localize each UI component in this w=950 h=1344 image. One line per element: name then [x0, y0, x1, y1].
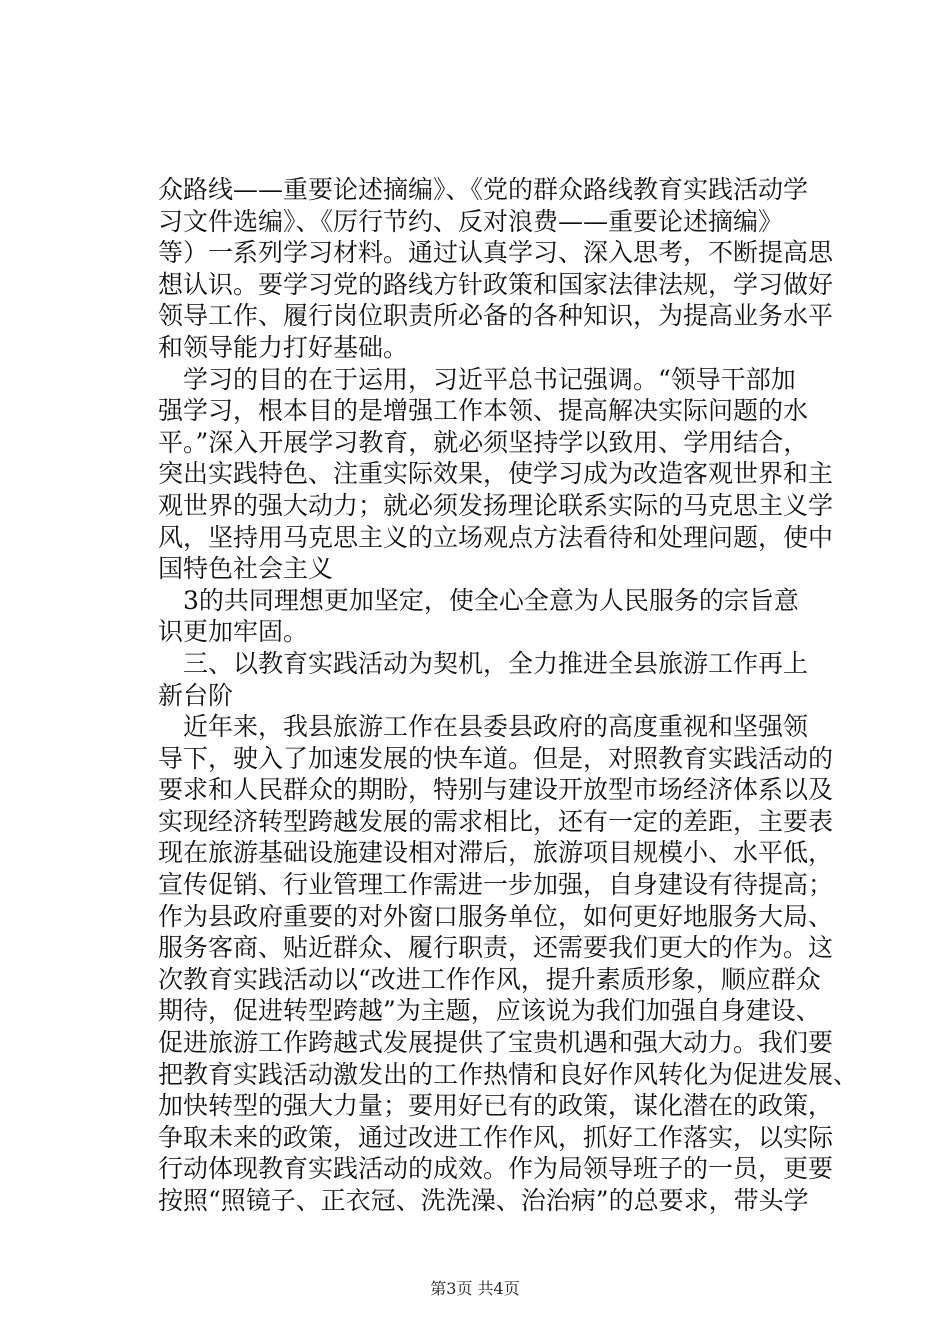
- text-line: 现在旅游基础设施建设相对滞后，旅游项目规模小、水平低，: [158, 838, 834, 868]
- text-line: 按照“照镜子、正衣冠、洗洗澡、治治病”的总要求，带头学: [158, 1186, 809, 1215]
- text-line: 宣传促销、行业管理工作需进一步加强，自身建设有待提高；: [158, 870, 834, 900]
- text-line: 近年来，我县旅游工作在县委县政府的高度重视和坚强领: [183, 712, 809, 742]
- text-line: 要求和人民群众的期盼，特别与建设开放型市场经济体系以及: [158, 775, 834, 805]
- text-line: 国特色社会主义: [158, 554, 334, 584]
- text-line: 等）一系列学习材料。通过认真学习、深入思考，不断提高思: [158, 238, 834, 268]
- text-line: 识更加牢固。: [158, 617, 309, 647]
- text-line: 学习的目的在于运用，习近平总书记强调。“领导干部加: [183, 364, 796, 394]
- text-line: 期待，促进转型跨越”为主题，应该说为我们加强自身建设、: [158, 996, 821, 1026]
- text-line: 平。”深入开展学习教育，就必须坚持学以致用、学用结合，: [158, 427, 809, 457]
- text-line: 习文件选编》、《厉行节约、反对浪费——重要论述摘编》: [158, 206, 784, 236]
- text-line: 想认识。要学习党的路线方针政策和国家法律法规，学习做好: [158, 269, 834, 299]
- text-line: 行动体现教育实践活动的成效。作为局领导班子的一员，更要: [158, 1154, 834, 1184]
- page-number: 第3页 共4页: [430, 1279, 520, 1298]
- text-line: 3的共同理想更加坚定，使全心全意为人民服务的宗旨意: [183, 585, 799, 615]
- text-line: 加快转型的强大力量；要用好已有的政策，谋化潜在的政策，: [158, 1091, 834, 1121]
- text-line: 实现经济转型跨越发展的需求相比，还有一定的差距，主要表: [158, 806, 834, 836]
- text-line: 次教育实践活动以“改进工作作风，提升素质形象，顺应群众: [158, 964, 821, 994]
- section-heading: 新台阶: [158, 680, 234, 710]
- text-line: 服务客商、贴近群众、履行职责，还需要我们更大的作为。这: [158, 933, 834, 963]
- text-line: 争取未来的政策，通过改进工作作风，抓好工作落实，以实际: [158, 1122, 834, 1152]
- text-line: 强学习，根本目的是增强工作本领、提高解决实际问题的水: [158, 396, 809, 426]
- document-body: [158, 174, 859, 1217]
- page-footer: [0, 1276, 950, 1299]
- text-line: 和领导能力打好基础。: [158, 332, 409, 362]
- text-line: 观世界的强大动力；就必须发扬理论联系实际的马克思主义学: [158, 490, 834, 520]
- text-line: 把教育实践活动激发出的工作热情和良好作风转化为促进发展、: [158, 1059, 859, 1089]
- text-line: 突出实践特色、注重实际效果，使学习成为改造客观世界和主: [158, 459, 834, 489]
- text-line: 作为县政府重要的对外窗口服务单位，如何更好地服务大局、: [158, 901, 834, 931]
- text-line: 领导工作、履行岗位职责所必备的各种知识，为提高业务水平: [158, 301, 834, 331]
- text-line: 众路线——重要论述摘编》、《党的群众路线教育实践活动学: [158, 175, 809, 204]
- text-line: 风，坚持用马克思主义的立场观点方法看待和处理问题，使中: [158, 522, 834, 552]
- text-line: 导下，驶入了加速发展的快车道。但是，对照教育实践活动的: [158, 743, 834, 773]
- section-heading: 三、以教育实践活动为契机，全力推进全县旅游工作再上: [183, 648, 809, 678]
- text-line: 促进旅游工作跨越式发展提供了宝贵机遇和强大动力。我们要: [158, 1028, 834, 1058]
